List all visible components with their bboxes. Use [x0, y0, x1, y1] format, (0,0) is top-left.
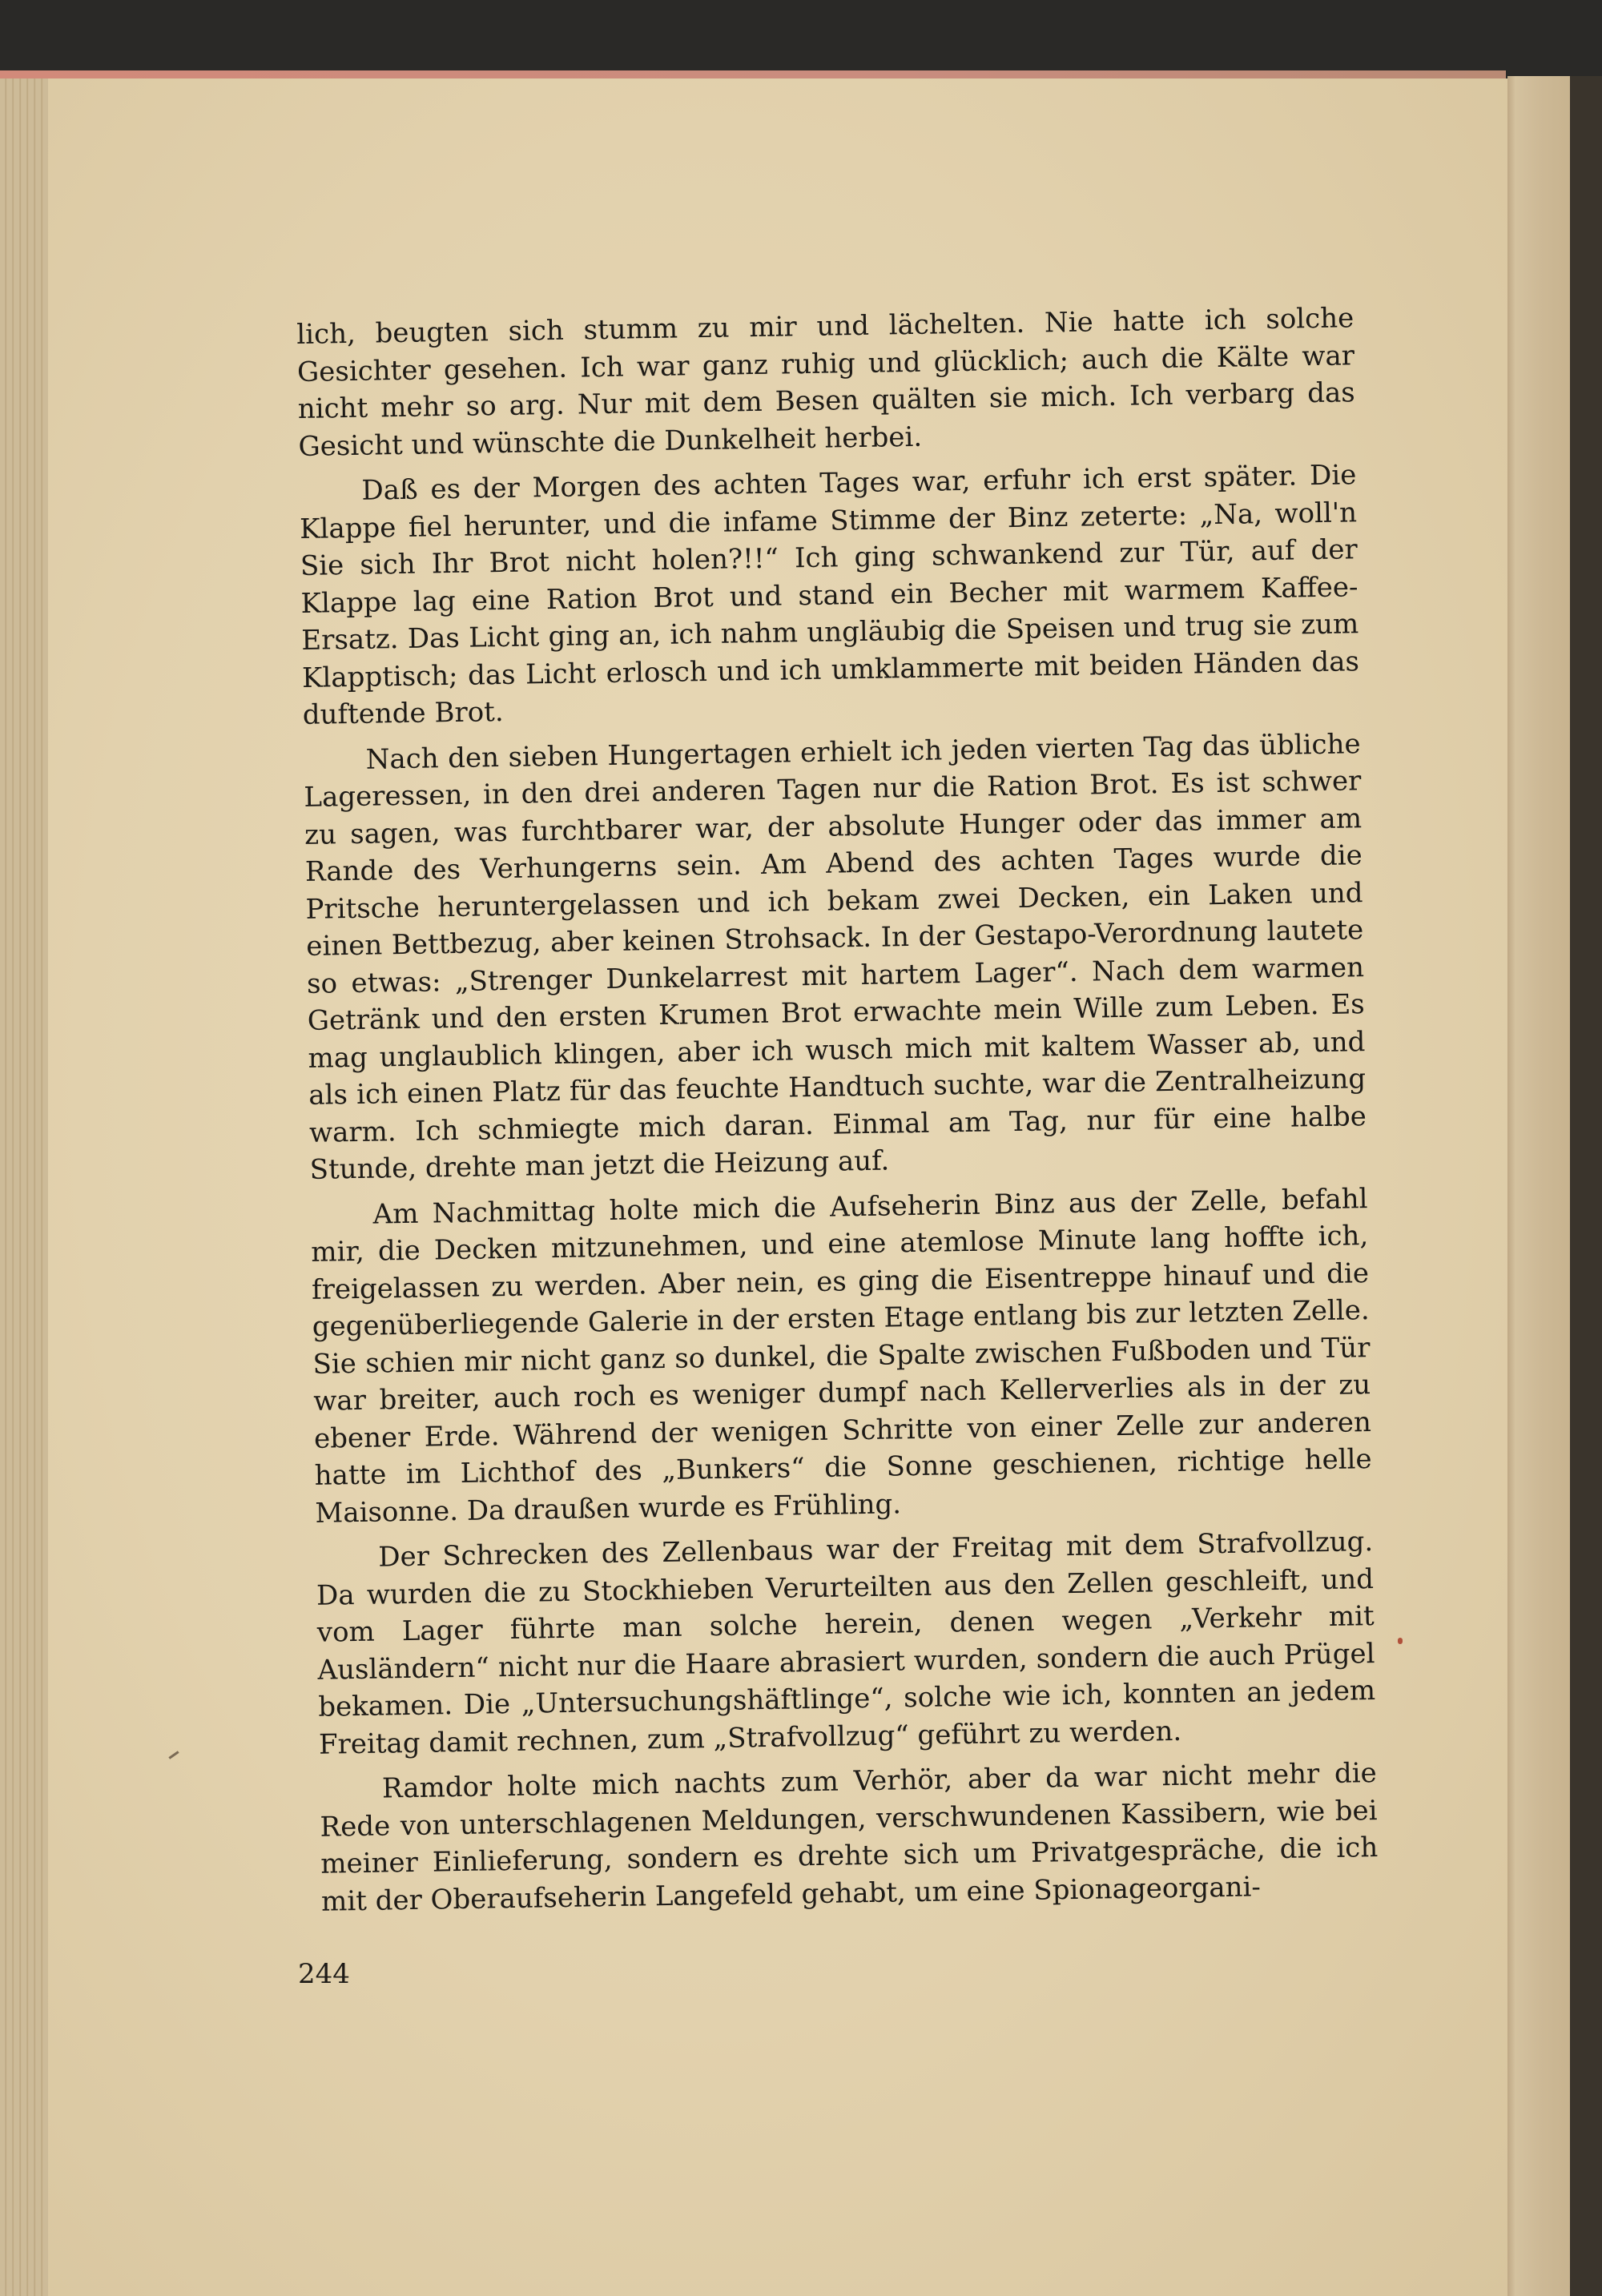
paragraph: lich, beugten sich stumm zu mir und lächelten. Nie hatte ich solche Gesichter gesehen. Ich war ganz ruhig und glücklich; auch die Kälte war nicht mehr so arg. Nur mit dem Besen quälten sie mich. Ich verbarg das Gesicht und wünschte die Dunkelheit herbei.: [296, 302, 1355, 463]
paragraph: Daß es der Morgen des achten Tages war, erfuhr ich erst später. Die Klappe fiel herunter, und die infame Stimme der Binz zeterte: „Na, woll'n Sie sich Ihr Brot nicht holen?!!“ Ich ging schwankend zur Tür, auf der Klappe lag eine Ration Brot und stand ein Becher mit warmem Kaffee-Ersatz. Das Licht ging an, ich nahm ungläubig die Speisen und trug sie zum Klapptisch; das Licht erlosch und ich umklammerte mit beiden Händen das duftende Brot.: [299, 459, 1360, 731]
body-text: [296, 300, 1379, 1928]
ink-dot: [1398, 1638, 1403, 1644]
background-right: [1570, 76, 1602, 2296]
paragraph: Am Nachmittag holte mich die Aufseherin Binz aus der Zelle, befahl mir, die Decken mitzunehmen, und eine atemlose Minute lang hoffte ich, freigelassen zu werden. Aber nein, es ging die Eisentreppe hinauf und die gegenüberliegende Galerie in der ersten Etage entlang bis zur letzten Zelle. Sie schien mir nicht ganz so dunkel, die Spalte zwischen Fußboden und Tür war breiter, auch roch es weniger dumpf nach Kellerverlies als in der zu ebener Erde. Während der wenigen Schritte von einer Zelle zur anderen hatte im Lichthof des „Bunkers“ die Sonne geschienen, richtige helle Maisonne. Da draußen wurde es Frühling.: [311, 1182, 1372, 1530]
paragraph: Ramdor holte mich nachts zum Verhör, aber da war nicht mehr die Rede von unterschlagenen Meldungen, verschwundenen Kassibern, wie bei meiner Einlieferung, sondern es drehte sich um Privatgespräche, die ich mit der Oberaufseherin Langefeld gehabt, um eine Spionageorgani-: [320, 1757, 1379, 1918]
paragraph: Nach den sieben Hungertagen erhielt ich jeden vierten Tag das übliche Lageressen, in den drei anderen Tagen nur die Ration Brot. Es ist schwer zu sagen, was furchtbarer war, der absolute Hunger oder das immer am Rande des Verhungerns sein. Am Abend des achten Tages wurde die Pritsche heruntergelassen und ich bekam zwei Decken, ein Laken und einen Bettbezug, aber keinen Strohsack. In der Gestapo-Verordnung lautete so etwas: „Strenger Dunkelarrest mit hartem Lager“. Nach dem warmen Getränk und den ersten Krumen Brot erwachte mein Wille zum Leben. Es mag unglaublich klingen, aber ich wusch mich mit kaltem Wasser ab, und als ich einen Platz für das feuchte Handtuch suchte, war die Zentralheizung warm. Ich schmiegte mich daran. Einmal am Tag, nur für eine halbe Stunde, drehte man jetzt die Heizung auf.: [304, 727, 1367, 1186]
red-page-edge: [0, 70, 1506, 78]
page-number: 244: [298, 1958, 350, 1990]
paragraph: Der Schrecken des Zellenbaus war der Freitag mit dem Strafvollzug. Da wurden die zu Stockhieben Verurteilten aus den Zellen geschleift, und vom Lager führte man solche herein, denen wegen „Verkehr mit Ausländern“ nicht nur die Haare abrasiert wurden, sondern die auch Prügel bekamen. Die „Untersuchungshäftlinge“, solche wie ich, konnten an jedem Freitag damit rechnen, zum „Strafvollzug“ geführt zu werden.: [316, 1526, 1376, 1761]
background-top: [0, 0, 1602, 80]
